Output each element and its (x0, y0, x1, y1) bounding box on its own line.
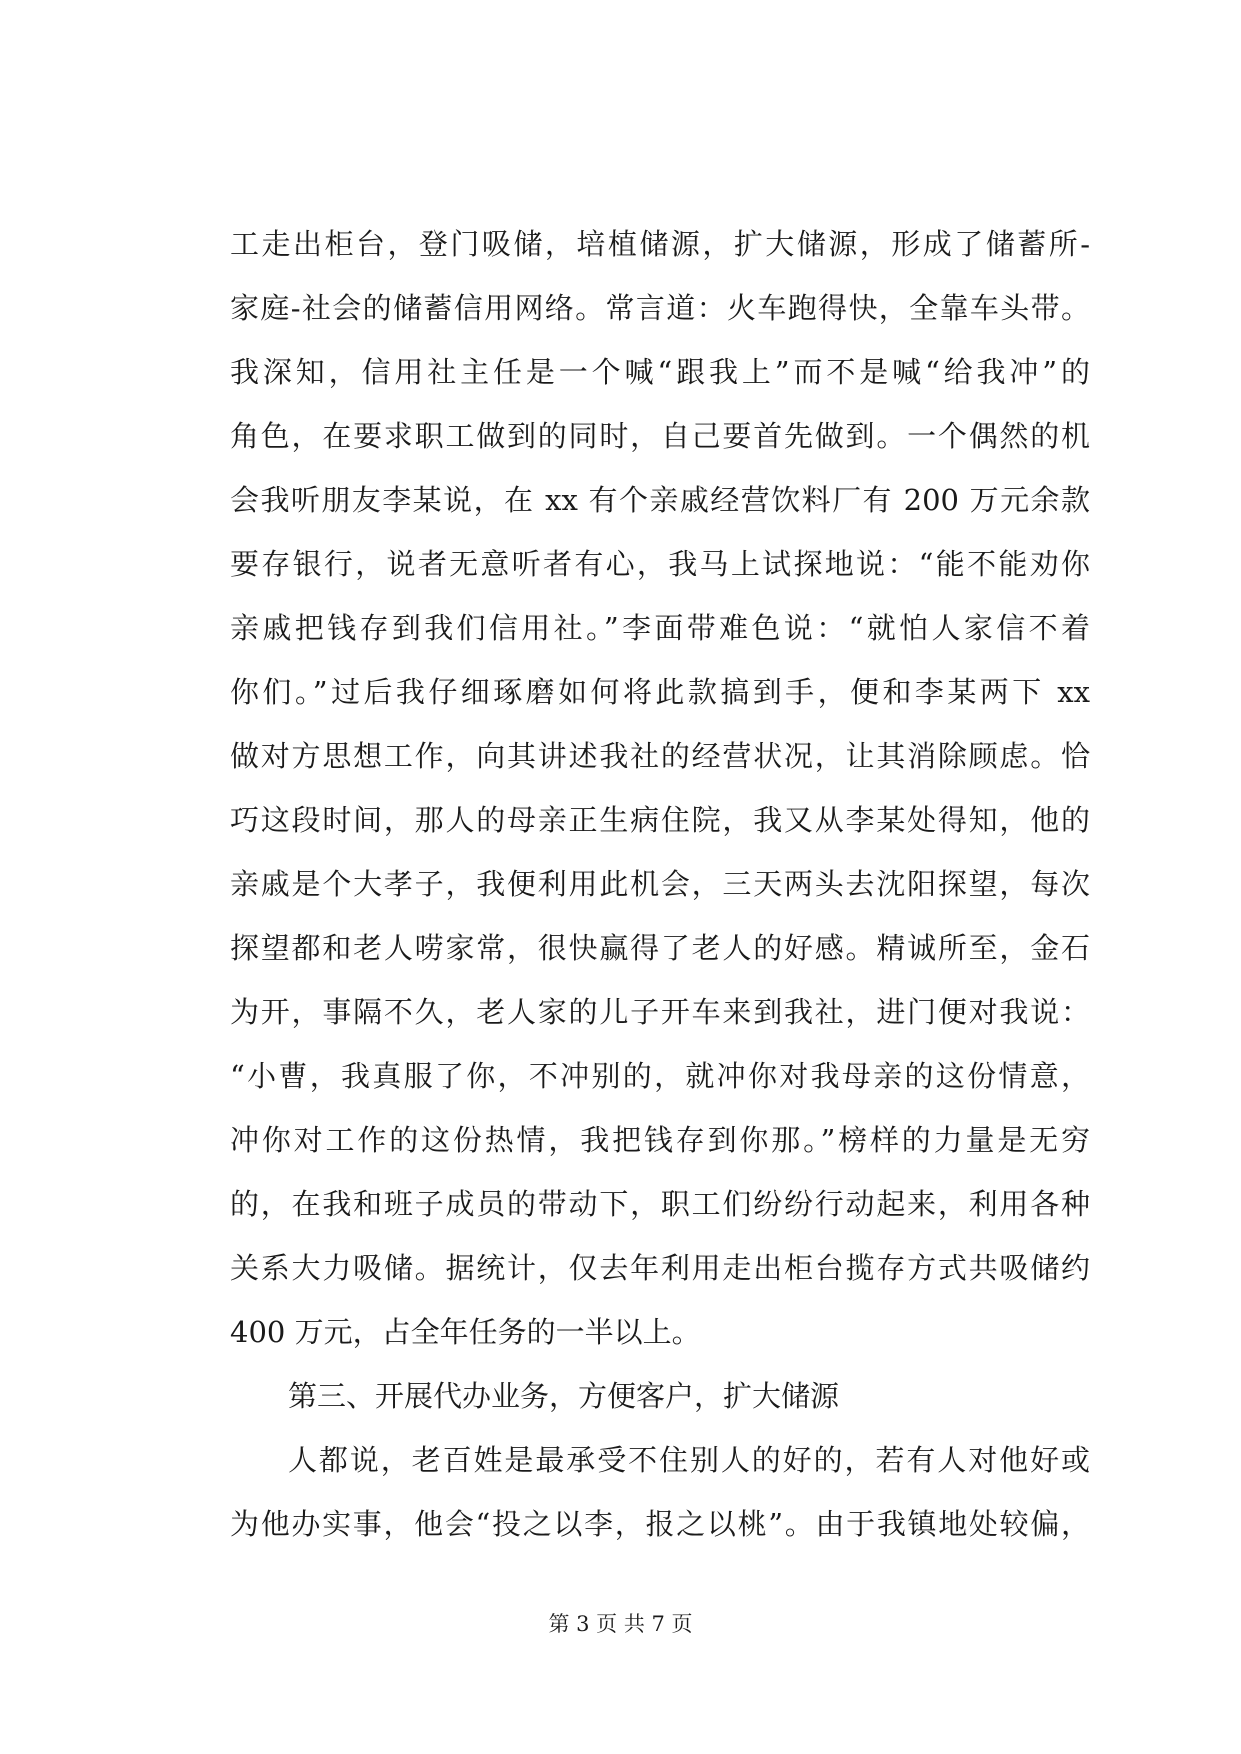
text-line: 巧这段时间，那人的母亲正生病住院，我又从李某处得知，他的 (230, 803, 1090, 837)
text-line: 工走出柜台，登门吸储，培植储源，扩大储源，形成了储蓄所- (230, 227, 1090, 261)
body-text (230, 212, 1090, 1556)
text-line: 为开，事隔不久，老人家的儿子开车来到我社，进门便对我说： (230, 995, 1090, 1029)
text-line: 做对方思想工作，向其讲述我社的经营状况，让其消除顾虑。恰 (230, 739, 1090, 773)
text-line: 亲戚是个大孝子，我便利用此机会，三天两头去沈阳探望，每次 (230, 867, 1090, 901)
text-line: 人都说，老百姓是最承受不住别人的好的，若有人对他好或 (288, 1443, 1090, 1477)
text-line: 家庭-社会的储蓄信用网络。常言道：火车跑得快，全靠车头带。 (230, 291, 1090, 325)
text-line: 冲你对工作的这份热情，我把钱存到你那。”榜样的力量是无穷 (230, 1123, 1090, 1157)
page-footer (0, 1610, 1241, 1638)
section-heading: 第三、开展代办业务，方便客户，扩大储源 (288, 1379, 840, 1413)
text-line: 400 万元，占全年任务的一半以上。 (230, 1315, 701, 1349)
text-line: 为他办实事，他会“投之以李，报之以桃”。由于我镇地处较偏， (230, 1507, 1090, 1541)
page-number: 第 3 页 共 7 页 (548, 1612, 693, 1636)
text-line: 的，在我和班子成员的带动下，职工们纷纷行动起来，利用各种 (230, 1187, 1090, 1221)
text-line: 你们。”过后我仔细琢磨如何将此款搞到手，便和李某两下 xx (230, 675, 1090, 709)
text-line: 探望都和老人唠家常，很快赢得了老人的好感。精诚所至，金石 (230, 931, 1090, 965)
text-line: 要存银行，说者无意听者有心，我马上试探地说：“能不能劝你 (230, 547, 1090, 581)
text-line: “小曹，我真服了你，不冲别的，就冲你对我母亲的这份情意， (230, 1059, 1090, 1093)
text-line: 关系大力吸储。据统计，仅去年利用走出柜台揽存方式共吸储约 (230, 1251, 1090, 1285)
text-line: 亲戚把钱存到我们信用社。”李面带难色说：“就怕人家信不着 (230, 611, 1090, 645)
text-line: 我深知，信用社主任是一个喊“跟我上”而不是喊“给我冲”的 (230, 355, 1090, 389)
text-line: 会我听朋友李某说，在 xx 有个亲戚经营饮料厂有 200 万元余款 (230, 483, 1090, 517)
text-line: 角色，在要求职工做到的同时，自己要首先做到。一个偶然的机 (230, 419, 1090, 453)
